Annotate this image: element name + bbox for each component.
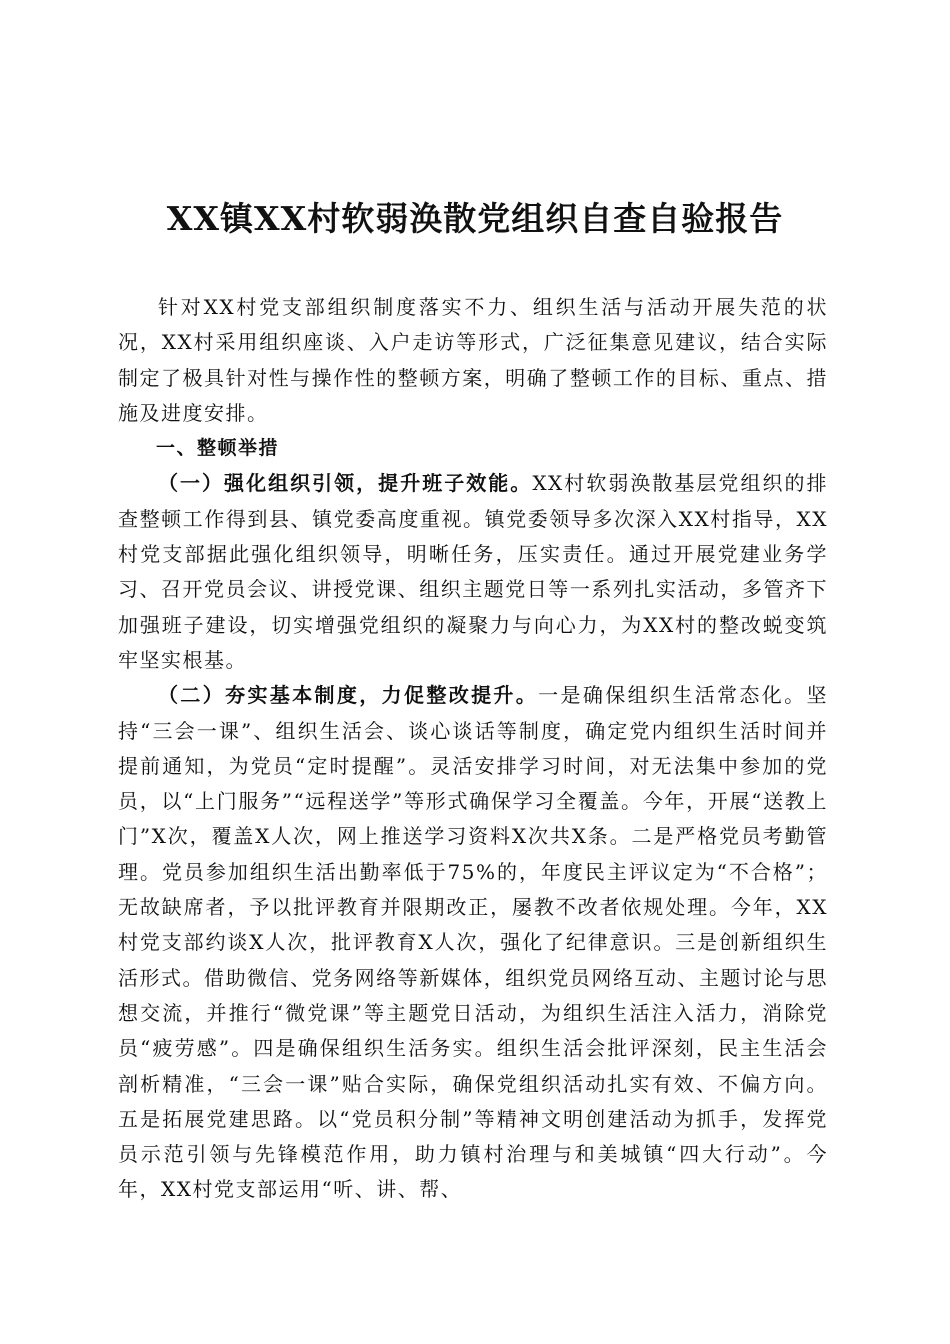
intro-paragraph: 针对XX村党支部组织制度落实不力、组织生活与活动开展失范的状况，XX村采用组织座谈、入户走访等形式，广泛征集意见建议，结合实际制定了极具针对性与操作性的整顿方案，明确了整顿工作的目标、重点、措施及进度安排。 — [118, 295, 828, 425]
section-item-1 — [118, 466, 828, 678]
section-item-1-lead: （一）强化组织引领，提升班子效能。 — [158, 471, 533, 496]
section-item-1-text: XX村软弱涣散基层党组织的排查整顿工作得到县、镇党委高度重视。镇党委领导多次深入XX村指导，XX村党支部据此强化组织领导，明晰任务，压实责任。通过开展党建业务学习、召开党员会议、讲授党课、组织主题党日等一系列扎实活动，多管齐下加强班子建设，切实增强党组织的凝聚力与向心力，为XX村的整改蜕变筑牢坚实根基。 — [118, 471, 829, 672]
section-item-2-lead: （二）夯实基本制度，力促整改提升。 — [158, 683, 539, 708]
document-body — [118, 290, 828, 1208]
section-item-2 — [118, 678, 828, 1207]
section-item-2-text: 一是确保组织生活常态化。坚持“三会一课”、组织生活会、谈心谈话等制度，确定党内组织生活时间并提前通知，为党员“定时提醒”。灵活安排学习时间，对无法集中参加的党员，以“上门服务”“远程送学”等形式确保学习全覆盖。今年，开展“送教上门”X次，覆盖X人次，网上推送学习资料X次共X条。二是严格党员考勤管理。党员参加组织生活出勤率低于75%的，年度民主评议定为“不合格”；无故缺席者，予以批评教育并限期改正，屡教不改者依规处理。今年，XX村党支部约谈X人次，批评教育X人次，强化了纪律意识。三是创新组织生活形式。借助微信、党务网络等新媒体，组织党员网络互动、主题讨论与思想交流，并推行“微党课”等主题党日活动，为组织生活注入活力，消除党员“疲劳感”。四是确保组织生活务实。组织生活会批评深刻，民主生活会剖析精准，“三会一课”贴合实际，确保党组织活动扎实有效、不偏方向。五是拓展党建思路。以“党员积分制”等精神文明创建活动为抓手，发挥党员示范引领与先锋模范作用，助力镇村治理与和美城镇“四大行动”。今年，XX村党支部运用“听、讲、帮、 — [118, 683, 829, 1202]
document-title: XX镇XX村软弱涣散党组织自查自验报告 — [166, 199, 784, 238]
section-heading-1: 一、整顿举措 — [156, 437, 280, 460]
